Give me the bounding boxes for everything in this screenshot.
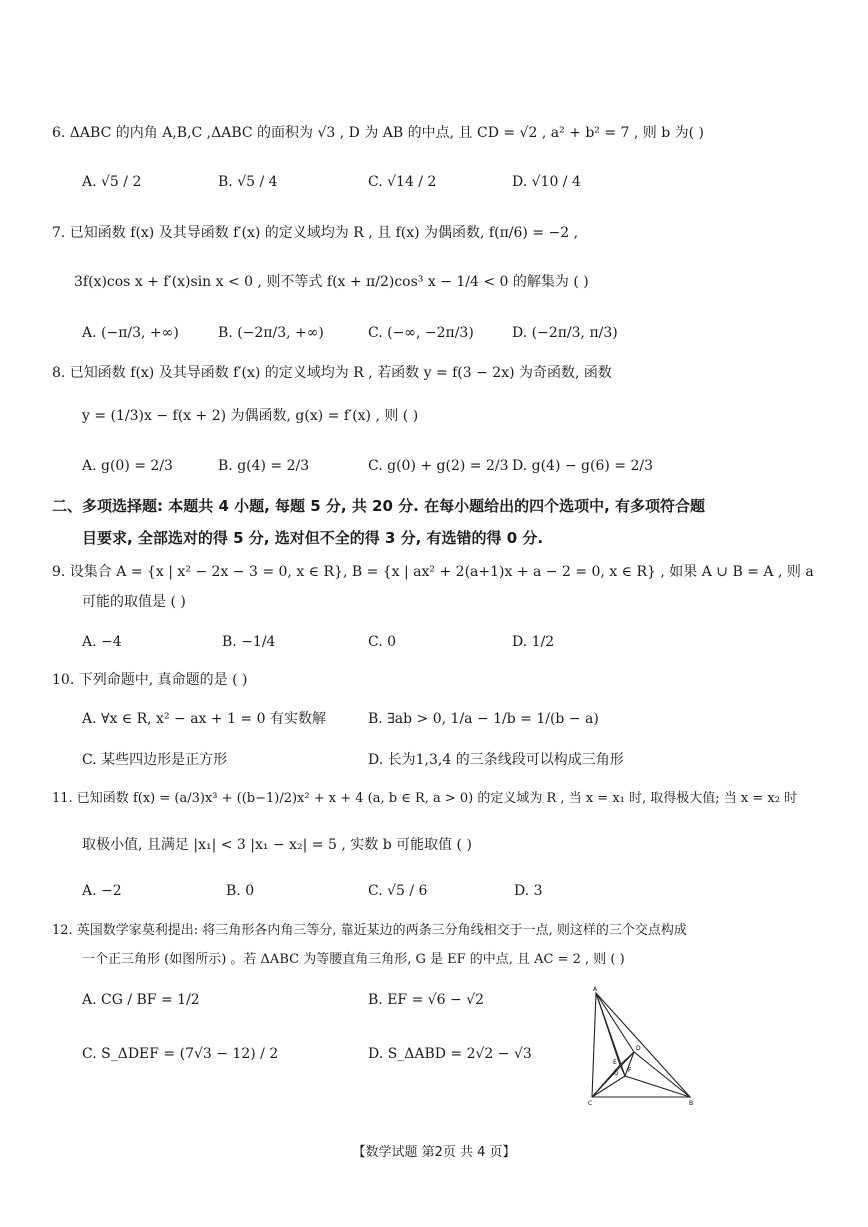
q12-option-b: B. EF = √6 − √2 [368, 992, 485, 1008]
q8-option-c: C. g(0) + g(2) = 2/3 [368, 458, 509, 474]
q11-option-d: D. 3 [514, 883, 543, 899]
q7-option-d: D. (−2π/3, π/3) [512, 325, 618, 341]
q9-stem-line1: 9. 设集合 A = {x | x² − 2x − 3 = 0, x ∈ R}, B = {x | ax² + 2(a+1)x + a − 2 = 0, x ∈ R} , 如果 A ∪ B = A , 则 a [52, 564, 814, 580]
q9-option-a: A. −4 [82, 634, 122, 650]
q12-option-d: D. S_ΔABD = 2√2 − √3 [368, 1046, 532, 1062]
q9-option-c: C. 0 [368, 634, 397, 650]
q11-stem-line1: 11. 已知函数 f(x) = (a/3)x³ + ((b−1)/2)x² + x + 4 (a, b ∈ R, a > 0) 的定义域为 R , 当 x = x₁ 时, 取得极大值; 当 x = x₂ 时 [52, 791, 798, 806]
q12-stem-line2: 一个正三角形 (如图所示) 。若 ΔABC 为等腰直角三角形, G 是 EF 的中点, 且 AC = 2 , 则 ( ) [82, 952, 625, 967]
q6-option-a: A. √5 / 2 [82, 174, 142, 190]
q10-option-d: D. 长为1,3,4 的三条线段可以构成三角形 [368, 752, 624, 768]
q8-stem-line1: 8. 已知函数 f(x) 及其导函数 f′(x) 的定义域均为 R , 若函数 y = f(3 − 2x) 为奇函数, 函数 [52, 365, 612, 381]
q12-option-a: A. CG / BF = 1/2 [82, 992, 200, 1008]
q6-option-c: C. √14 / 2 [368, 174, 437, 190]
q12-stem-line1: 12. 英国数学家莫利提出: 将三角形各内角三等分, 靠近某边的两条三分角线相交于一点, 则这样的三个交点构成 [52, 923, 687, 938]
q6-stem: 6. ΔABC 的内角 A,B,C ,ΔABC 的面积为 √3 , D 为 AB 的中点, 且 CD = √2 , a² + b² = 7 , 则 b 为( ) [52, 125, 705, 141]
q7-stem-line1: 7. 已知函数 f(x) 及其导函数 f′(x) 的定义域均为 R , 且 f(x) 为偶函数, f(π/6) = −2 , [52, 225, 579, 241]
q12-option-c: C. S_ΔDEF = (7√3 − 12) / 2 [82, 1046, 279, 1062]
q9-stem-line2: 可能的取值是 ( ) [82, 594, 186, 610]
q6-option-b: B. √5 / 4 [218, 174, 278, 190]
q8-stem-line2: y = (1/3)x − f(x + 2) 为偶函数, g(x) = f′(x) , 则 ( ) [82, 408, 419, 424]
figure-label-c: C [588, 1100, 593, 1107]
q7-option-b: B. (−2π/3, +∞) [218, 325, 324, 341]
figure-label-g: G [614, 1070, 619, 1077]
figure-label-f: F [628, 1067, 632, 1074]
q8-option-b: B. g(4) = 2/3 [218, 458, 310, 474]
q10-stem: 10. 下列命题中, 真命题的是 ( ) [52, 672, 248, 688]
section2-heading-line2: 目要求, 全部选对的得 5 分, 选对但不全的得 3 分, 有选错的得 0 分. [82, 529, 544, 547]
q7-option-c: C. (−∞, −2π/3) [368, 325, 474, 341]
figure-label-e: E [613, 1059, 617, 1066]
q7-stem-line2: 3f(x)cos x + f′(x)sin x < 0 , 则不等式 f(x + π/2)cos³ x − 1/4 < 0 的解集为 ( ) [74, 274, 589, 290]
q11-option-c: C. √5 / 6 [368, 883, 428, 899]
q11-option-a: A. −2 [82, 883, 122, 899]
figure-label-d: D [636, 1045, 641, 1052]
q10-option-a: A. ∀x ∈ R, x² − ax + 1 = 0 有实数解 [82, 711, 326, 727]
q11-stem-line2: 取极小值, 且满足 |x₁| < 3 |x₁ − x₂| = 5 , 实数 b 可能取值 ( ) [82, 837, 472, 853]
q8-option-a: A. g(0) = 2/3 [82, 458, 173, 474]
morley-triangle-figure [582, 985, 702, 1107]
figure-label-a: A [593, 986, 598, 993]
q9-option-b: B. −1/4 [222, 634, 276, 650]
q6-option-d: D. √10 / 4 [512, 174, 581, 190]
page-footer: 【数学试题 第2页 共 4 页】 [352, 1145, 516, 1160]
q8-option-d: D. g(4) − g(6) = 2/3 [512, 458, 654, 474]
figure-label-b: B [689, 1100, 694, 1107]
section2-heading-line1: 二、多项选择题: 本题共 4 小题, 每题 5 分, 共 20 分. 在每小题给出的四个选项中, 有多项符合题 [52, 497, 705, 515]
q11-option-b: B. 0 [226, 883, 255, 899]
q9-option-d: D. 1/2 [512, 634, 555, 650]
q7-option-a: A. (−π/3, +∞) [82, 325, 179, 341]
q10-option-c: C. 某些四边形是正方形 [82, 752, 228, 768]
q10-option-b: B. ∃ab > 0, 1/a − 1/b = 1/(b − a) [368, 711, 599, 727]
